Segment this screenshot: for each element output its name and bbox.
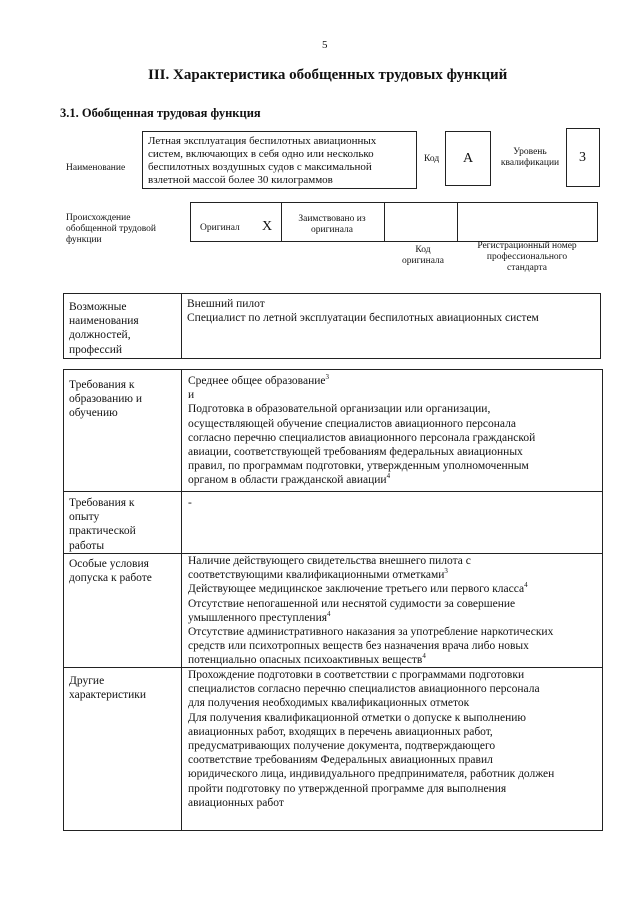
original-label: Оригинал	[200, 223, 240, 233]
naimenovanie-value-box	[142, 131, 417, 189]
row-other-label: Другие характеристики	[69, 675, 147, 702]
row-admission-value: Наличие действующего свидетельства внешнего пилота с соответствующими квалификационными отметками$^3$ Действующее медицинское заключение третьего или первого класса$^4$ Отсутствие непогашенной или неснятой судимости за совершение умышленного преступления$^4$ Отсутствие административного наказания за употребление наркотических средств или психотропных веществ без назначения врача либо новых потенциально опасных психоактивных веществ$^4$	[188, 555, 554, 667]
kod-originala-label: Код оригинала	[402, 245, 444, 266]
row-other-value: Прохождение подготовки в соответствии с программами подготовки специалистов согласно перечню специалистов авиационного персонала для получения необходимых квалификационных отметок Для получения квалификационной отметки о допуске к выполнению авиационных работ, входящих в перечень авиационных работ, предусматривающих получение документа, подтверждающего соответствие требованиям Федеральных авиационных правил юридического лица, индивидуального предпринимателя, работник должен пройти подготовку по утвержденной программе для выполнения авиационных работ	[188, 669, 555, 809]
dolzhnosti-label: Возможные наименования должностей, профессий	[69, 301, 139, 356]
row-experience-label: Требования к опыту практической работы	[69, 497, 136, 552]
zaimstvovano-label: Заимствовано из оригинала	[298, 214, 366, 235]
dolzhnosti-table	[63, 293, 601, 359]
page-number: 5	[322, 39, 328, 51]
original-mark: X	[262, 219, 273, 234]
uroven-value-box	[566, 128, 600, 187]
kod-value-box	[445, 131, 491, 186]
proiskhozhdenie-table	[190, 202, 598, 242]
requirements-table	[63, 369, 603, 831]
subsection-title: 3.1. Обобщенная трудовая функция	[60, 106, 261, 120]
section-title: III. Характеристика обобщенных трудовых функций	[148, 67, 508, 83]
naimenovanie-label: Наименование	[66, 163, 126, 173]
kod-value: А	[463, 151, 474, 166]
dolzhnosti-value: Внешний пилот Специалист по летной эксплуатации беспилотных авиационных систем	[187, 298, 539, 325]
uroven-value: 3	[579, 150, 586, 165]
kod-label: Код	[424, 154, 440, 164]
row-experience-value: -	[188, 497, 192, 509]
row-admission-label: Особые условия допуска к работе	[69, 558, 152, 585]
row-education-label: Требования к образованию и обучению	[69, 379, 142, 420]
reg-nomer-label: Регистрационный номер профессионального стандарта	[477, 241, 577, 273]
uroven-label: Уровень квалификации	[500, 147, 560, 168]
row-education-value: Среднее общее образование$^3$ и Подготовка в образовательной организации или организации, осуществляющей обучение специалистов авиационного персонала согласно перечню специалистов авиационного персонала гражданской авиации, соответствующей требованиям федеральных авиационных правил, по программам подготовки, утвержденным уполномоченным органом в области гражданской авиации$^4$	[188, 373, 536, 487]
naimenovanie-value: Летная эксплуатация беспилотных авиационных систем, включающих в себя одно или несколько беспилотных воздушных судов с максимальной взлетной массой более 30 килограммов	[148, 135, 377, 186]
proiskhozhdenie-label: Происхождение обобщенной трудовой функции	[66, 213, 156, 245]
